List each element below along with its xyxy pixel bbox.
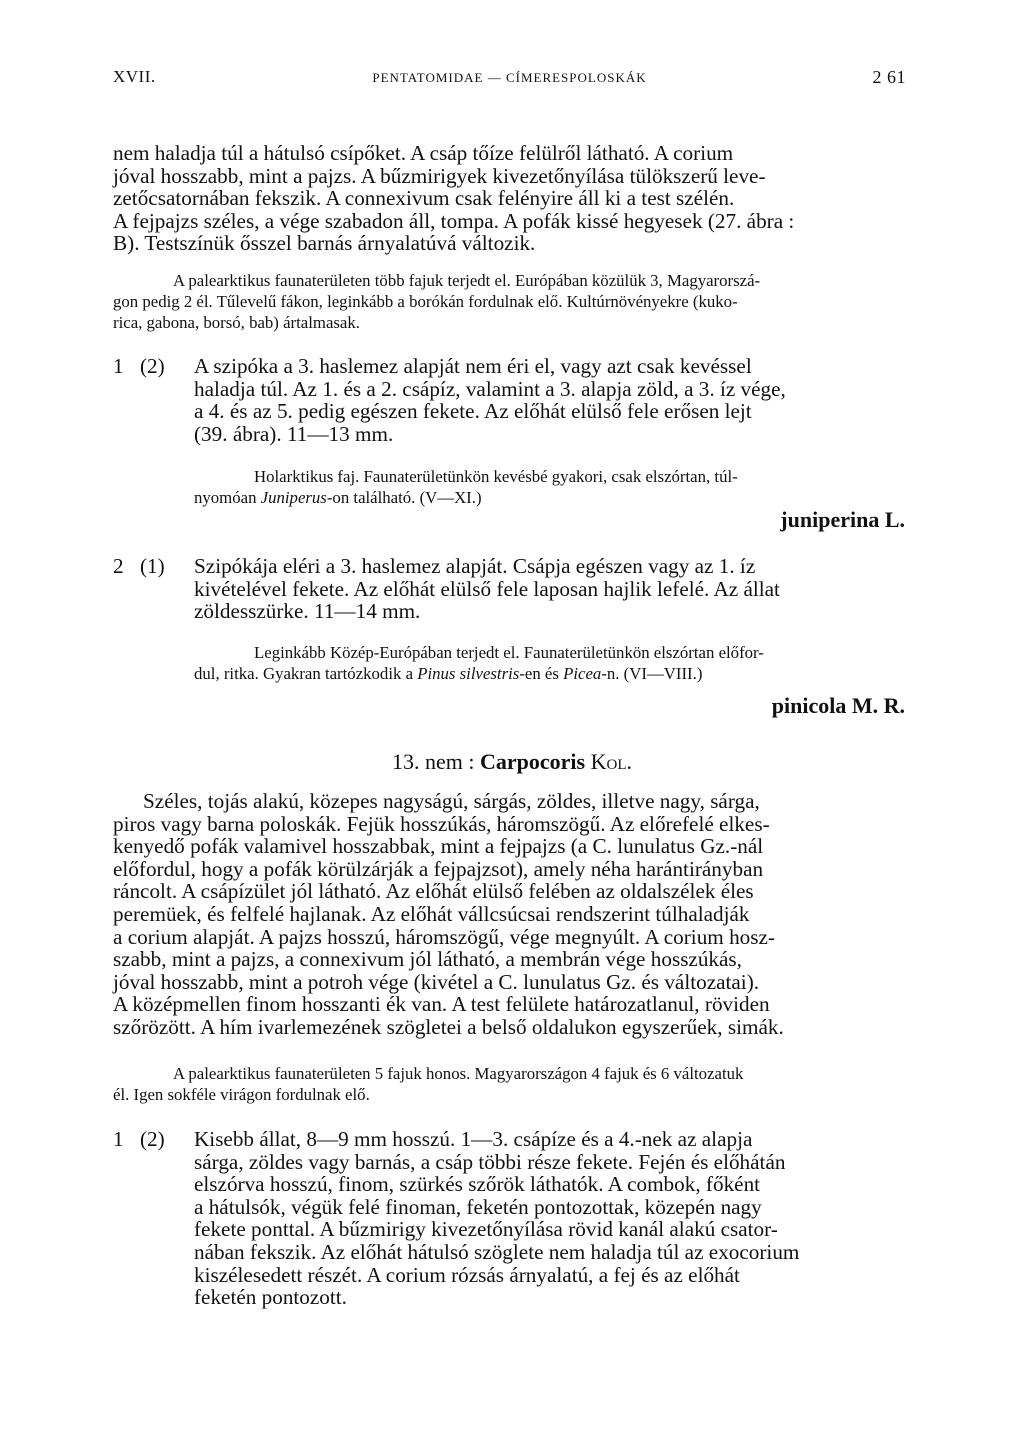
- text-line: fekete ponttal. A bűzmirigy kivezetőnyílása rövid kanál alakú csator-: [194, 1217, 778, 1242]
- text-line: Szipókája eléri a 3. haslemez alapját. Csápja egészen vagy az 1. íz: [194, 554, 756, 578]
- text-line: kenyedő pofák valamivel hosszabbak, mint a fejpajzs (a C. lunulatus Gz.-nál: [113, 834, 764, 859]
- text-line: szőrözött. A hím ivarlemezének szögletei a belső oldalukon egyszerűek, simák.: [113, 1014, 784, 1039]
- taxon-name: Pinus silvestris: [417, 664, 520, 683]
- couplet-reference: (1): [140, 554, 165, 578]
- genus-heading: [0, 749, 1024, 775]
- running-header: [113, 67, 906, 97]
- note-line: [194, 487, 905, 508]
- text-line: kiszélesedett részét. A corium rózsás árnyalatú, a fej és az előhát: [194, 1262, 740, 1287]
- text-line: szabb, mint a pajzs, a connexivum jól látható, a membrán vége hosszúkás,: [113, 947, 742, 972]
- text-line: kivételével fekete. Az előhát elülső fele laposan hajlik lefelé. Az állat: [194, 576, 780, 601]
- note-line: Holarktikus faj. Faunaterületünkön kevésbé gyakori, csak elszórtan, túl-: [254, 467, 738, 486]
- text-line: A szipóka a 3. haslemez alapját nem éri el, vagy azt csak kevéssel: [194, 354, 752, 378]
- couplet-reference: (2): [140, 1127, 165, 1151]
- text-line: ráncolt. A csápízület jól látható. Az előhát elülső felében az oldalszélek éles: [113, 879, 754, 904]
- text-line: haladja túl. Az 1. és a 2. csápíz, valamint a 3. alapja zöld, a 3. íz vége,: [194, 376, 786, 401]
- text-line: a corium alapját. A pajzs hosszú, háromszögű, vége megnyúlt. A corium hosz-: [113, 924, 775, 949]
- taxon-name: Juniperus: [260, 488, 327, 507]
- text-line: feketén pontozott.: [194, 1285, 347, 1310]
- genus-number: 13. nem :: [392, 749, 480, 774]
- intro-note: [113, 270, 905, 333]
- taxon-name: Picea: [563, 664, 602, 683]
- genus-description: [113, 790, 905, 1039]
- text-line: előfordul, hogy a pofák körülzárják a fejpajzsot), amely néha harántirányban: [113, 856, 764, 881]
- note-line: A palearktikus faunaterületen több fajuk terjedt el. Európában közülük 3, Magyarorszá-: [173, 271, 761, 290]
- couplet-number: 1: [113, 354, 124, 378]
- note-text: nyomóan: [194, 488, 261, 507]
- note-text: -on található. (V—XI.): [326, 488, 482, 507]
- text-line: a hátulsók, végük felé finoman, feketén pontozottak, közepén nagy: [194, 1194, 762, 1219]
- note-line: A palearktikus faunaterületen 5 fajuk honos. Magyarországon 4 fajuk és 6 változatuk: [173, 1064, 744, 1083]
- couplet-text: [194, 1128, 905, 1309]
- couplet-reference: (2): [140, 354, 165, 378]
- text-line: B). Testszínük ősszel barnás árnyalatúvá változik.: [113, 231, 536, 256]
- genus-name: Carpocoris: [480, 749, 586, 774]
- genus-note: [113, 1063, 905, 1105]
- note-text: -en és: [519, 664, 564, 683]
- running-title: PENTATOMIDAE — CÍMERESPOLOSKÁK: [372, 70, 647, 85]
- species-name: juniperina L.: [780, 507, 905, 532]
- note-line: Leginkább Közép-Európában terjedt el. Faunaterületünkön elszórtan előfor-: [254, 643, 764, 662]
- couplet-number: 1: [113, 1127, 124, 1151]
- text-line: sárga, zöldes vagy barnás, a csáp többi része fekete. Fején és előhátán: [194, 1149, 786, 1174]
- key-couplet-3: [113, 1128, 905, 1318]
- page-number: 2 61: [872, 67, 906, 87]
- text-line: Széles, tojás alakú, közepes nagyságú, sárgás, zöldes, illetve nagy, sárga,: [143, 789, 760, 813]
- text-line: Kisebb állat, 8—9 mm hosszú. 1—3. csápíze és a 4.-nek az alapja: [194, 1127, 753, 1151]
- text-line: elszórva hosszú, finom, szürkés szőrök láthatók. A combok, főként: [194, 1172, 761, 1197]
- text-line: jóval hosszabb, mint a pajzs. A bűzmirigyek kivezetőnyílása tülökszerű leve-: [113, 163, 766, 188]
- chapter-number: XVII.: [113, 67, 156, 86]
- couplet-number: 2: [113, 554, 124, 578]
- couplet-text: [194, 555, 905, 623]
- species-name: pinicola M. R.: [771, 693, 905, 718]
- note-line: [194, 663, 905, 684]
- text-line: nem haladja túl a hátulsó csípőket. A csáp tőíze felülről látható. A corium: [113, 141, 734, 165]
- text-line: jóval hosszabb, mint a potroh vége (kivétel a C. lunulatus Gz. és változatai).: [113, 969, 760, 994]
- couplet-text: [194, 355, 905, 445]
- text-line: a 4. és az 5. pedig egészen fekete. Az előhát elülső fele erősen lejt: [194, 399, 752, 424]
- text-line: A fejpajzs széles, a vége szabadon áll, tompa. A pofák kissé hegyesek (27. ábra :: [113, 208, 795, 233]
- text-line: nában fekszik. Az előhát hátulsó szöglete nem haladja túl az exocorium: [194, 1239, 800, 1264]
- note-line: él. Igen sokféle virágon fordulnak elő.: [113, 1085, 370, 1104]
- key1-note: [194, 466, 905, 508]
- key-couplet-1: [113, 355, 905, 450]
- key2-note: [194, 642, 905, 684]
- intro-paragraph: [113, 142, 905, 255]
- note-text: -n. (VI—VIII.): [601, 664, 703, 683]
- text-line: peremüek, és felfelé hajlanak. Az előhát vállcsúcsai rendszerint túlhaladják: [113, 901, 750, 926]
- text-line: piros vagy barna poloskák. Fejük hosszúkás, háromszögű. Az előrefelé elkes-: [113, 811, 770, 836]
- text-line: zöldesszürke. 11—14 mm.: [194, 599, 421, 624]
- note-text: dul, ritka. Gyakran tartózkodik a: [194, 664, 418, 683]
- genus-author: Kol.: [590, 749, 632, 774]
- text-line: A középmellen finom hosszanti ék van. A test felülete határozatlanul, röviden: [113, 992, 770, 1017]
- key-couplet-2: [113, 555, 905, 627]
- note-line: rica, gabona, borsó, bab) ártalmasak.: [113, 313, 360, 332]
- text-line: zetőcsatornában fekszik. A connexivum csak felényire áll ki a test szélén.: [113, 186, 735, 211]
- text-line: (39. ábra). 11—13 mm.: [194, 421, 394, 446]
- note-line: gon pedig 2 él. Tűlevelű fákon, leginkább a borókán fordulnak elő. Kultúrnövényekre (kuko-: [113, 292, 738, 311]
